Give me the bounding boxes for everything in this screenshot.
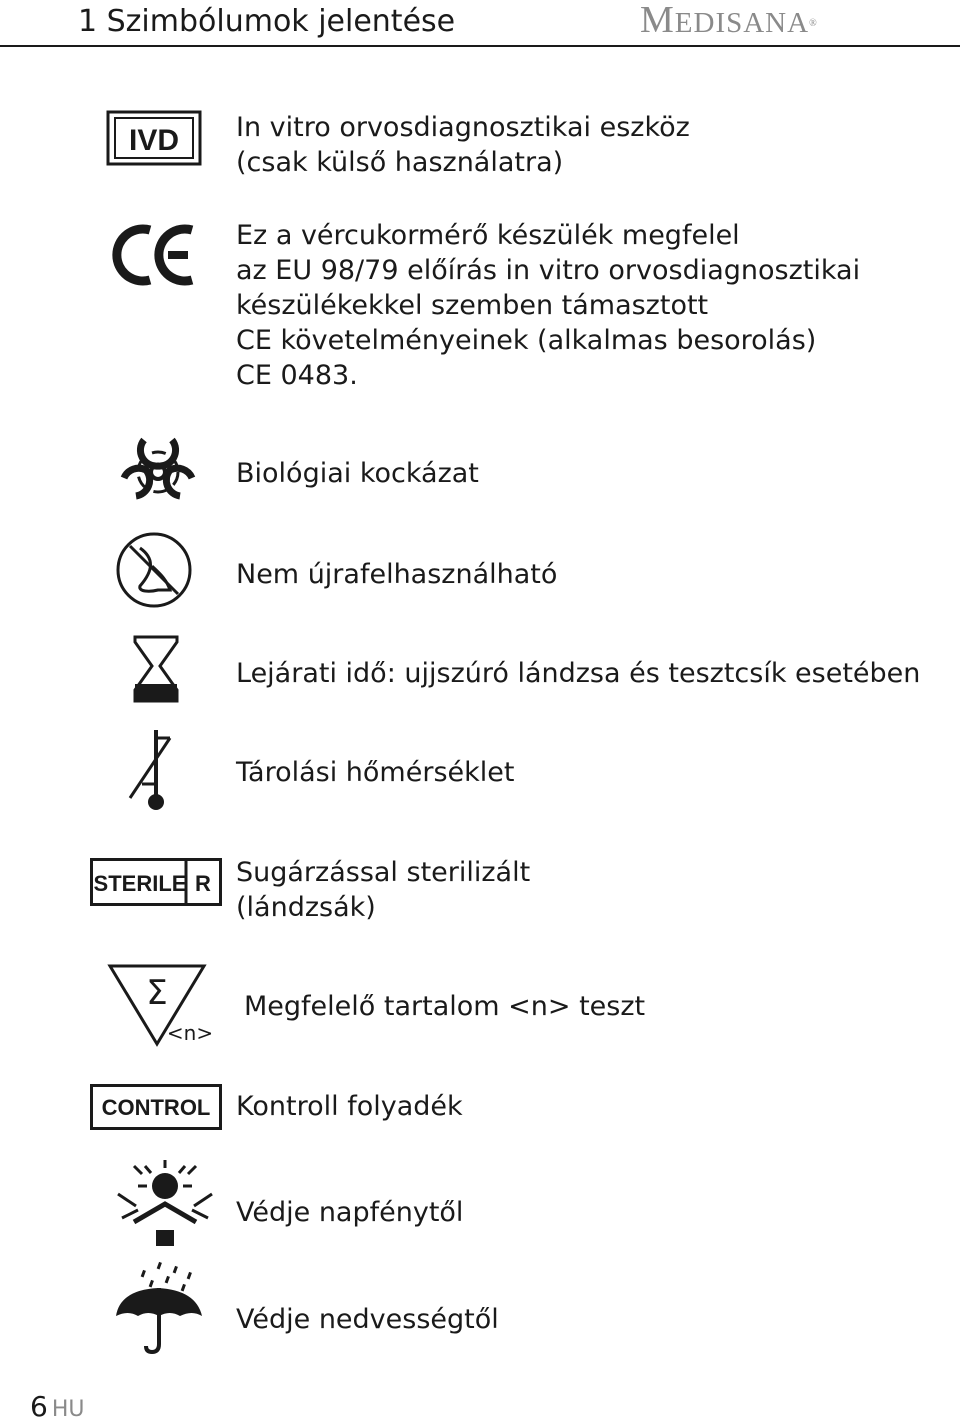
- do-not-reuse-icon: [114, 530, 194, 610]
- symbol-description-expiry: Lejárati idő: ujjszúró lándzsa és tesztcsík esetében: [236, 658, 921, 689]
- control-icon: [90, 1084, 222, 1130]
- page-number: 6: [30, 1390, 48, 1423]
- symbol-description-sunlight: Védje napfénytől: [236, 1197, 464, 1228]
- svg-text:<n>: <n>: [166, 1021, 214, 1045]
- symbol-description-sterile: Sugárzással sterilizált (lándzsák): [236, 857, 531, 923]
- page-title: 1 Szimbólumok jelentése: [78, 4, 456, 39]
- thermometer-icon: [126, 726, 186, 812]
- ivd-icon: [106, 110, 202, 166]
- symbol-description-storage-temp: Tárolási hőmérséklet: [236, 757, 515, 788]
- sterile-r-icon: [90, 858, 222, 906]
- symbol-description-moisture: Védje nedvességtől: [236, 1304, 499, 1335]
- svg-text:IVD: IVD: [128, 124, 180, 157]
- medisana-logo: MEDISANA®: [640, 0, 818, 41]
- page-footer: [30, 1390, 84, 1427]
- symbol-description-ce: Ez a vércukormérő készülék megfelel az EU 98/79 előírás in vitro orvosdiagnosztikai készülékekkel szemben támasztott CE követelményeinek (alkalmas besorolás) CE 0483.: [236, 220, 861, 391]
- sufficient-for-icon: [106, 962, 218, 1048]
- svg-text:Σ: Σ: [146, 973, 168, 1013]
- svg-text:CONTROL: CONTROL: [101, 1095, 211, 1120]
- symbol-description-ivd: In vitro orvosdiagnosztikai eszköz (csak külső használatra): [236, 112, 690, 178]
- svg-text:STERILE: STERILE: [93, 871, 187, 896]
- symbol-description-contents: Megfelelő tartalom <n> teszt: [244, 991, 646, 1022]
- keep-dry-icon: [114, 1260, 206, 1356]
- hourglass-icon: [132, 634, 180, 704]
- symbol-description-control: Kontroll folyadék: [236, 1091, 463, 1122]
- symbol-description-biohazard: Biológiai kockázat: [236, 458, 479, 489]
- ce-mark-icon: [112, 222, 198, 288]
- keep-away-sunlight-icon: [112, 1160, 218, 1250]
- symbol-description-do-not-reuse: Nem újrafelhasználható: [236, 559, 558, 590]
- svg-text:R: R: [195, 871, 211, 896]
- language-code: HU: [51, 1397, 85, 1422]
- biohazard-icon: [116, 430, 200, 504]
- header-divider: [0, 45, 960, 47]
